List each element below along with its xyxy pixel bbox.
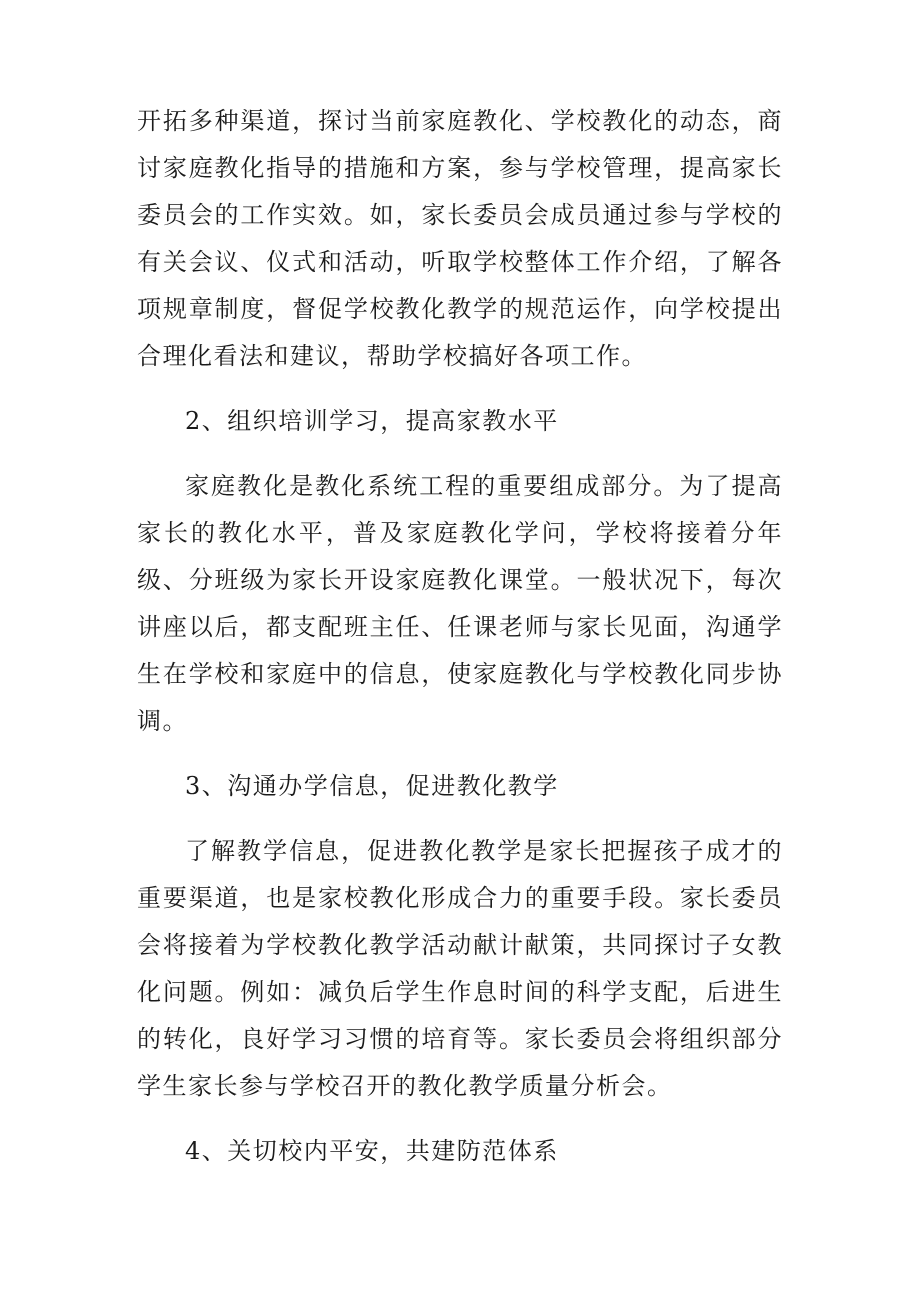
document-body: [137, 98, 783, 1175]
section-heading-4: 4、关切校内平安，共建防范体系: [185, 1137, 559, 1165]
section-heading-2: 2、组织培训学习，提高家教水平: [185, 407, 559, 435]
section-heading-3: 3、沟通办学信息，促进教化教学: [185, 772, 559, 800]
paragraph-2: 家庭教化是教化系统工程的重要组成部分。为了提高家长的教化水平，普及家庭教化学问，学校将接着分年级、分班级为家长开设家庭教化课堂。一般状况下，每次讲座以后，都支配班主任、任课老师与家长见面，沟通学生在学校和家庭中的信息，使家庭教化与学校教化同步协调。: [137, 472, 783, 735]
paragraph-1: 开拓多种渠道，探讨当前家庭教化、学校教化的动态，商讨家庭教化指导的措施和方案，参与学校管理，提高家长委员会的工作实效。如，家长委员会成员通过参与学校的有关会议、仪式和活动，听取学校整体工作介绍，了解各项规章制度，督促学校教化教学的规范运作，向学校提出合理化看法和建议，帮助学校搞好各项工作。: [137, 107, 783, 370]
paragraph-3: 了解教学信息，促进教化教学是家长把握孩子成才的重要渠道，也是家校教化形成合力的重要手段。家长委员会将接着为学校教化教学活动献计献策，共同探讨子女教化问题。例如：减负后学生作息时间的科学支配，后进生的转化，良好学习习惯的培育等。家长委员会将组织部分学生家长参与学校召开的教化教学质量分析会。: [137, 837, 783, 1100]
